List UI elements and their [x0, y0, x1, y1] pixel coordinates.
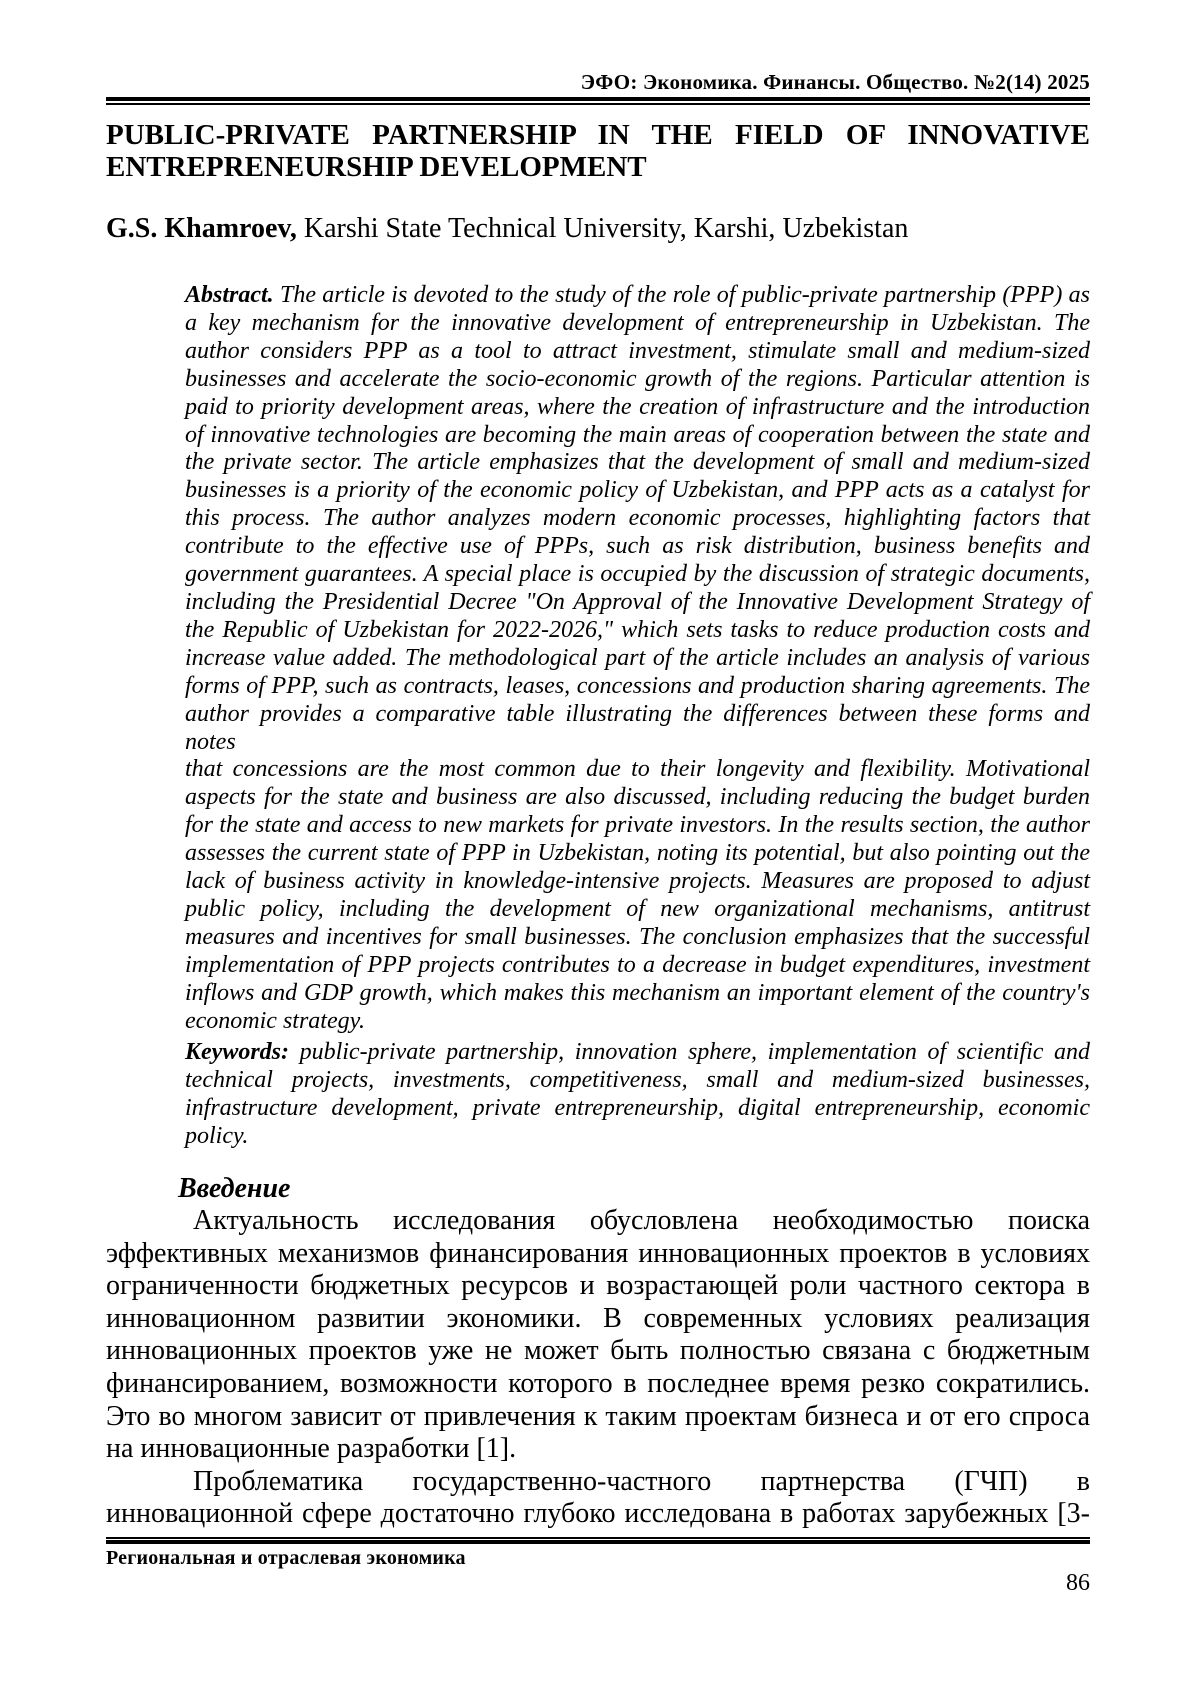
article-title: PUBLIC-PRIVATE PARTNERSHIP IN THE FIELD OF INNOVATIVE ENTREPRENEURSHIP DEVELOPMENT: [106, 119, 1090, 183]
keywords-paragraph: Keywords: public-private partnership, innovation sphere, implementation of scientific and technical projects, investments, competitiveness, small and medium-sized businesses, infrastructure development, private entrepreneurship, digital entrepreneurship, economic policy.: [185, 1039, 1090, 1149]
abstract-paragraph: Abstract. The article is devoted to the study of the role of public-private partnership (PPP) as a key mechanism for the innovative development of entrepreneurship in Uzbekistan. The author considers PPP as a tool to attract investment, stimulate small and medium-sized businesses and accelerate the socio-economic growth of the regions. Particular attention is paid to priority development areas, where the creation of infrastructure and the introduction of innovative technologies are becoming the main areas of cooperation between the state and the private sector. The article emphasizes that the development of small and medium-sized businesses is a priority of the economic policy of Uzbekistan, and PPP acts as a catalyst for this process. The author analyzes modern economic processes, highlighting factors that contribute to the effective use of PPPs, such as risk distribution, business benefits and government guarantees. A special place is occupied by the discussion of strategic documents, including the Presidential Decree "On Approval of the Innovative Development Strategy of the Republic of Uzbekistan for 2022-2026," which sets tasks to reduce production costs and increase value added. The methodological part of the article includes an analysis of various forms of PPP, such as contracts, leases, concessions and production sharing agreements. The author provides a comparative table illustrating the differences between these forms and notes that concessions are the most common due to their longevity and flexibility. Motivational aspects for the state and business are also discussed, including reducing the budget burden for the state and access to new markets for private investors. In the results section, the author assesses the current state of PPP in Uzbekistan, noting its potential, but also pointing out the lack of business activity in knowledge-intensive projects. Measures are proposed to adjust public policy, including the development of new organizational mechanisms, antitrust measures and incentives for small businesses. The conclusion emphasizes that the successful implementation of PPP projects contributes to a decrease in budget expenditures, investment inflows and GDP growth, which makes this mechanism an important element of the country's economic strategy.: [185, 282, 1090, 1034]
footer-rule: [106, 1537, 1090, 1544]
page-number: 86: [1066, 1570, 1090, 1596]
journal-running-header: ЭФО: Экономика. Финансы. Общество. №2(14) 2025: [580, 70, 1090, 94]
author-line: G.S. Khamroev, Karshi State Technical University, Karshi, Uzbekistan: [106, 213, 909, 244]
paragraph-2: Проблематика государственно-частного партнерства (ГЧП) в инновационной сфере достаточно глубоко исследована в работах зарубежных [3-: [106, 1465, 1090, 1530]
introduction-body: [106, 1205, 1090, 1531]
paragraph-1: Актуальность исследования обусловлена необходимостью поиска эффективных механизмов финансирования инновационных проектов в условиях ограниченности бюджетных ресурсов и возрастающей роли частного сектора в инновационном развитии экономики. В современных условиях реализация инновационных проектов уже не может быть полностью связана с бюджетным финансированием, возможности которого в последнее время резко сократились. Это во многом зависит от привлечения к таким проектам бизнеса и от его спроса на инновационные разработки [1].: [106, 1205, 1090, 1465]
footer-section-label: Региональная и отраслевая экономика: [106, 1547, 466, 1569]
header-rule: [106, 97, 1090, 105]
section-heading-introduction: Введение: [178, 1173, 291, 1204]
